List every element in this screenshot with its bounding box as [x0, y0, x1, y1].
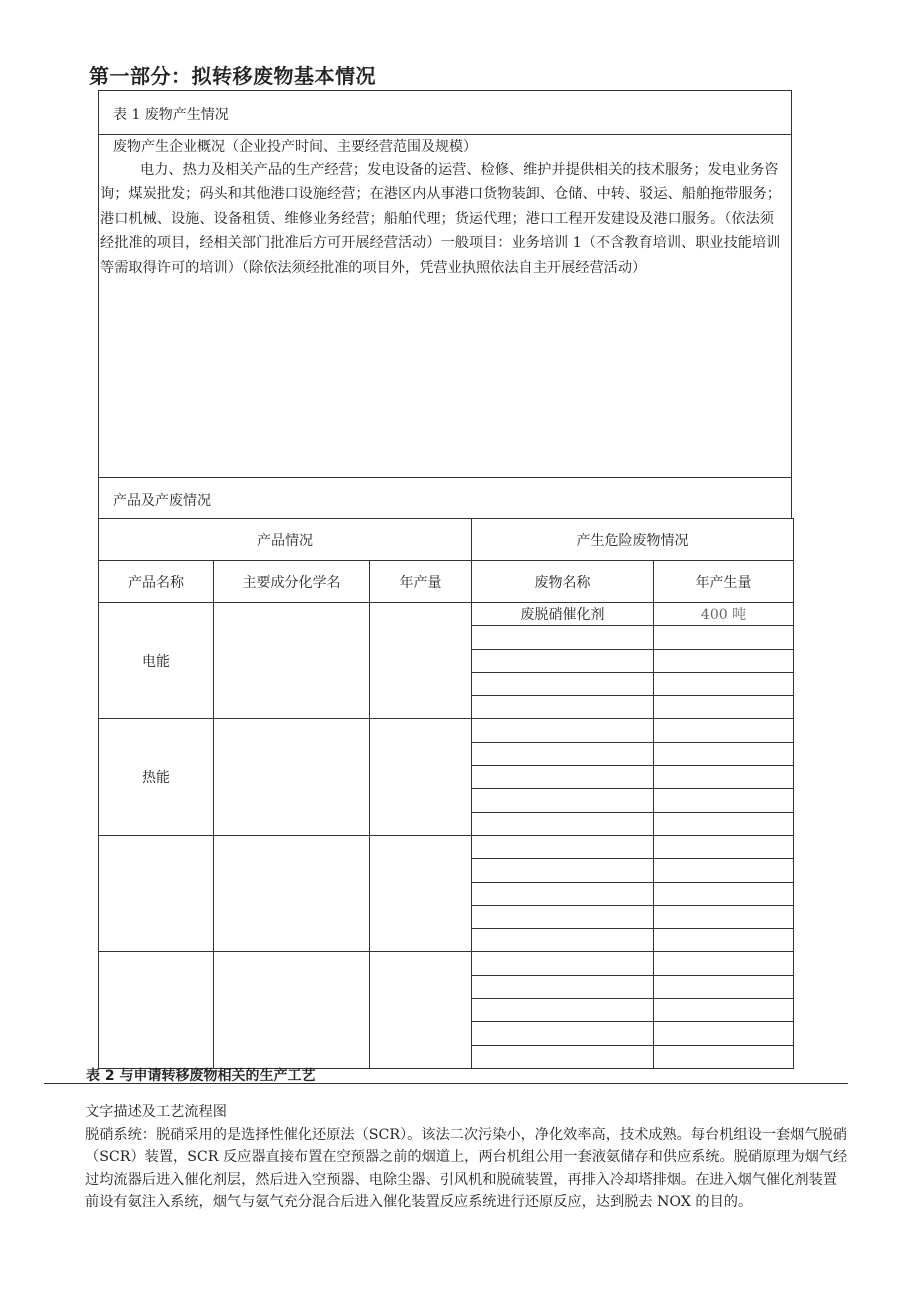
- column-header-product-name: 产品名称: [99, 561, 214, 603]
- group-header-row: [99, 519, 794, 561]
- waste-name-cell: [472, 835, 654, 858]
- chemical-cell: [214, 952, 370, 1068]
- waste-amount-cell: [654, 905, 794, 928]
- waste-amount-cell: [654, 812, 794, 835]
- waste-name-cell: [472, 696, 654, 719]
- waste-amount-cell: [654, 626, 794, 649]
- waste-amount-cell: [654, 882, 794, 905]
- waste-name-cell: [472, 719, 654, 742]
- waste-name-cell: [472, 905, 654, 928]
- waste-amount-cell: [654, 719, 794, 742]
- table2-label: 文字描述及工艺流程图: [85, 1104, 227, 1120]
- waste-amount-cell: [654, 1022, 794, 1045]
- product-name-cell: [99, 952, 214, 1068]
- waste-name-cell: [472, 1045, 654, 1068]
- table2-caption: 表 2 与申请转移废物相关的生产工艺: [86, 1068, 316, 1084]
- column-header-row: [99, 561, 794, 603]
- products-section-row: [99, 477, 791, 519]
- chemical-cell: [214, 835, 370, 951]
- chemical-cell: [214, 603, 370, 719]
- column-header-waste-name: 废物名称: [472, 561, 654, 603]
- waste-amount-cell: [654, 835, 794, 858]
- waste-name-cell: [472, 952, 654, 975]
- waste-amount-cell: [654, 1045, 794, 1068]
- waste-amount-cell: [654, 789, 794, 812]
- waste-name-cell: [472, 742, 654, 765]
- product-name-cell: [99, 835, 214, 951]
- chemical-cell: [214, 719, 370, 835]
- annual-output-cell: [370, 603, 472, 719]
- waste-amount-cell: [654, 672, 794, 695]
- product-name-cell: 电能: [99, 603, 214, 719]
- annual-output-cell: [370, 835, 472, 951]
- waste-name-cell: [472, 999, 654, 1022]
- waste-name-cell: [472, 626, 654, 649]
- waste-name-cell: 废脱硝催化剂: [472, 603, 654, 626]
- group-header-products: 产品情况: [99, 519, 472, 561]
- annual-output-cell: [370, 719, 472, 835]
- table-row: [99, 603, 794, 626]
- waste-name-cell: [472, 929, 654, 952]
- annual-output-cell: [370, 952, 472, 1068]
- table-row: [99, 952, 794, 975]
- waste-name-cell: [472, 672, 654, 695]
- waste-amount-cell: [654, 999, 794, 1022]
- waste-amount-cell: [654, 696, 794, 719]
- table-row: [99, 835, 794, 858]
- table1-frame: [98, 90, 792, 519]
- overview-text: 电力、热力及相关产品的生产经营；发电设备的运营、检修、维护并提供相关的技术服务；发电业务咨询；煤炭批发；码头和其他港口设施经营；在港区内从事港口货物装卸、仓储、中转、驳运、船舶拖带服务；港口机械、设施、设备租赁、维修业务经营；船舶代理；货运代理；港口工程开发建设及港口服务。（依法须经批准的项目，经相关部门批准后方可开展经营活动）一般项目：业务培训 1（不含教育培训、职业技能培训等需取得许可的培训）（除依法须经批准的项目外，凭营业执照依法自主开展经营活动）: [100, 162, 782, 276]
- products-waste-table: [98, 518, 794, 1069]
- waste-name-cell: [472, 975, 654, 998]
- table1-caption: 表 1 废物产生情况: [113, 107, 229, 123]
- waste-amount-cell: [654, 859, 794, 882]
- product-name-cell: 热能: [99, 719, 214, 835]
- waste-name-cell: [472, 859, 654, 882]
- table2-description: 脱硝系统：脱硝采用的是选择性催化还原法（SCR）。该法二次污染小，净化效率高，技术成熟。每台机组设一套烟气脱硝（SCR）装置，SCR 反应器直接布置在空预器之前的烟道上，两台机组公用一套液氨储存和供应系统。脱硝原理为烟气经过均流器后进入催化剂层，然后进入空预器、电除尘器、引风机和脱硫装置，再排入冷却塔排烟。在进入烟气催化剂装置前设有氨注入系统，烟气与氨气充分混合后进入催化装置反应系统进行还原反应，达到脱去 NOX 的目的。: [85, 1126, 848, 1211]
- waste-amount-cell: [654, 742, 794, 765]
- waste-name-cell: [472, 766, 654, 789]
- waste-name-cell: [472, 1022, 654, 1045]
- waste-name-cell: [472, 882, 654, 905]
- waste-amount-cell: [654, 649, 794, 672]
- column-header-chemical: 主要成分化学名: [214, 561, 370, 603]
- table2-content: [85, 1101, 850, 1214]
- waste-amount-cell: [654, 766, 794, 789]
- waste-amount-cell: [654, 952, 794, 975]
- products-label: 产品及产废情况: [113, 493, 211, 509]
- table2-top-rule: [44, 1083, 848, 1084]
- waste-name-cell: [472, 812, 654, 835]
- column-header-annual-output: 年产量: [370, 561, 472, 603]
- group-header-waste: 产生危险废物情况: [472, 519, 794, 561]
- waste-name-cell: [472, 789, 654, 812]
- part-title: 第一部分：拟转移废物基本情况: [89, 64, 376, 88]
- waste-amount-cell: 400 吨: [654, 603, 794, 626]
- waste-name-cell: [472, 649, 654, 672]
- table1-caption-row: [99, 91, 791, 135]
- waste-amount-cell: [654, 929, 794, 952]
- column-header-annual-amount: 年产生量: [654, 561, 794, 603]
- table-row: [99, 719, 794, 742]
- waste-amount-cell: [654, 975, 794, 998]
- overview-label: 废物产生企业概况（企业投产时间、主要经营范围及规模）: [113, 139, 477, 155]
